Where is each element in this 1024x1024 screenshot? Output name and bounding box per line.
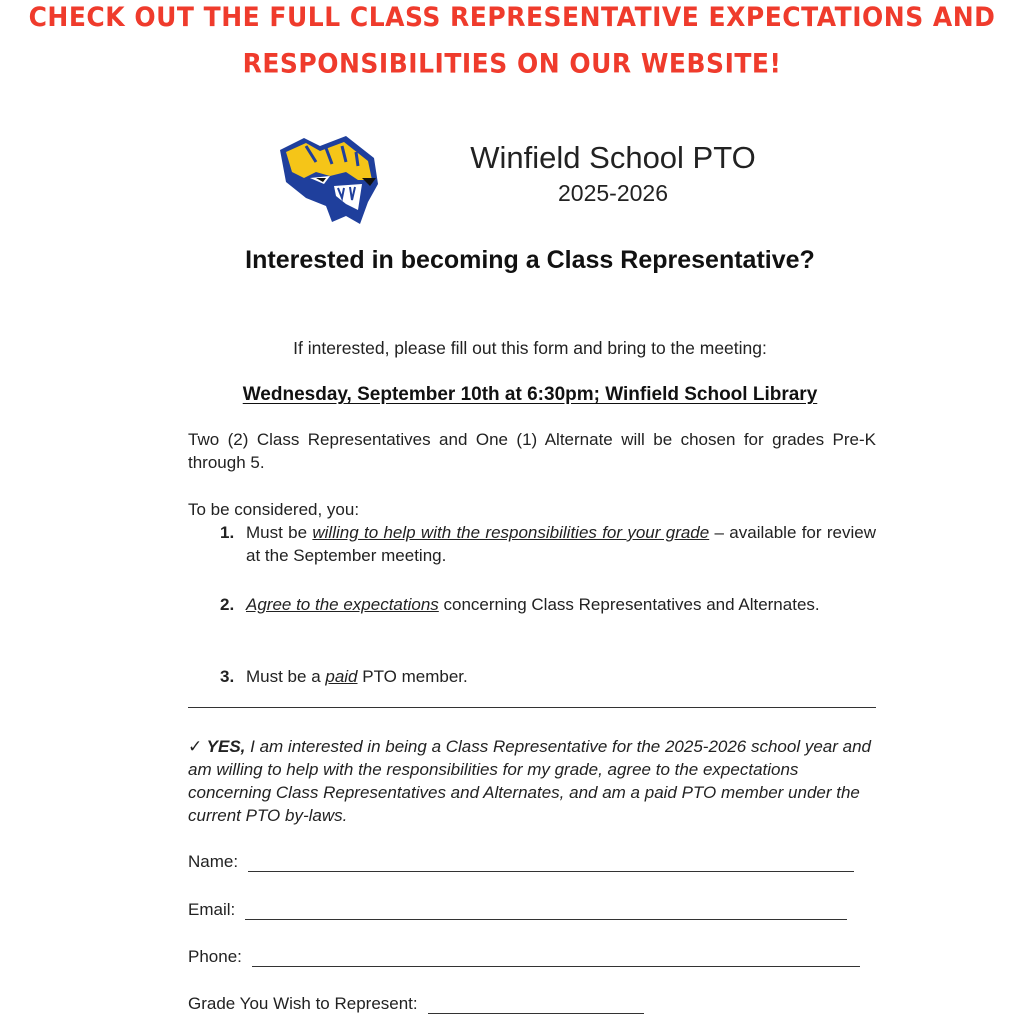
requirement-text-pre: Must be a [246,667,326,686]
email-label: Email: [188,900,236,919]
requirement-item [220,593,876,616]
name-blank[interactable] [248,855,854,872]
reps-paragraph: Two (2) Class Representatives and One (1) Alternate will be chosen for grades Pre-K through 5. [188,430,876,472]
requirement-emphasis: willing to help with the responsibilities for your grade [312,523,710,542]
banner-line-2: RESPONSIBILITIES ON OUR WEBSITE! [242,48,782,79]
requirement-text-post: concerning Class Representatives and Alternates. [438,595,820,614]
name-label: Name: [188,852,239,871]
grade-label: Grade You Wish to Represent: [188,994,418,1013]
email-field [188,900,847,920]
name-field [188,852,854,872]
form-heading: Interested in becoming a Class Representative? [245,246,815,274]
section-divider [188,707,876,708]
requirement-number: 2. [220,595,235,614]
phone-blank[interactable] [252,950,860,967]
email-blank[interactable] [245,903,847,920]
requirement-text-pre: Must be [246,523,313,542]
requirement-number: 1. [220,523,235,542]
wildcat-mascot-icon [276,132,380,228]
meeting-details: Wednesday, September 10th at 6:30pm; Winfield School Library [242,384,818,405]
phone-label: Phone: [188,947,242,966]
requirement-text-post: – available for review at the September meeting. [246,523,876,565]
requirement-emphasis: Agree to the expectations [246,595,439,614]
requirement-item [220,665,876,688]
requirement-number: 3. [220,667,235,686]
grade-field [188,994,644,1014]
yes-check: ✓ YES, [188,737,246,756]
website-banner [0,0,1024,87]
phone-field [188,947,860,967]
instruction-text: If interested, please fill out this form and bring to the meeting: [293,338,767,358]
grade-blank[interactable] [428,997,644,1014]
organization-title: Winfield School PTO [470,140,756,175]
yes-statement [188,735,876,827]
requirement-text-post: PTO member. [357,667,468,686]
school-year: 2025-2026 [558,180,668,206]
requirement-item [220,521,876,567]
requirement-emphasis: paid [325,667,358,686]
yes-text: I am interested in being a Class Representative for the 2025-2026 school year and am willing to help with the responsibilities for my grade, agree to the expectations concerning Class Representatives and Alternates, and am a paid PTO member under the current PTO by-laws. [188,737,872,825]
consider-intro: To be considered, you: [188,500,360,519]
banner-line-1: CHECK OUT THE FULL CLASS REPRESENTATIVE EXPECTATIONS AND [28,2,996,33]
